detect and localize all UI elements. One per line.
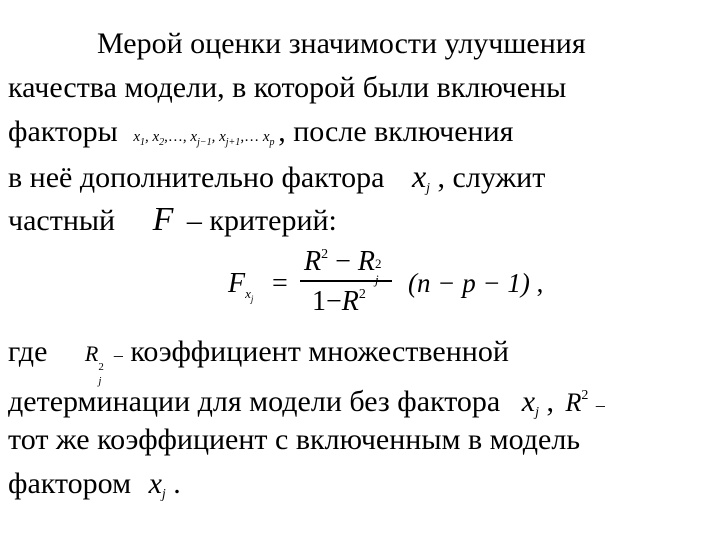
dash: – — [186, 204, 202, 237]
dash: – — [113, 345, 123, 365]
paragraph-line-9 — [8, 466, 181, 513]
paragraph-line-7: детерминации для модели без фактора $x_j$ , $R^2$ – — [8, 385, 605, 420]
text-where: где — [8, 335, 48, 368]
paragraph-line-5 — [8, 202, 337, 239]
var-R2: $R^2$ — [565, 388, 589, 417]
var-xj: $x_j$ — [148, 467, 166, 502]
factor-list: $x_1$, $x_2,\dots$, $x_{j-1}$, $x_{j+1},\dots$ $x_p$ — [133, 129, 275, 148]
period: . — [173, 467, 181, 500]
text-coef-multiple: коэффициент множественной — [130, 335, 509, 368]
paragraph-line-4 — [8, 158, 545, 207]
var-xj: $x_j$ — [521, 385, 539, 420]
paragraph-line-1: Мерой оценки значимости улучшения — [97, 27, 586, 60]
text-factor: фактором — [8, 467, 132, 500]
dash: – — [595, 395, 605, 415]
paragraph-line-2: качества модели, в которой были включены — [8, 71, 567, 104]
text-serves: , служит — [437, 161, 546, 194]
text-additional-factor: в неё дополнительно фактора — [8, 161, 385, 194]
var-F: F — [152, 201, 174, 238]
text-determination: детерминации для модели без фактора — [8, 385, 501, 418]
text-factors-label: факторы — [8, 115, 118, 148]
paragraph-line-8: тот же коэффициент с включенным в модель — [8, 423, 581, 456]
paragraph-line-3 — [8, 114, 513, 161]
formula-multiplier: (n − p − 1) , — [408, 268, 544, 298]
fraction-bar — [300, 280, 392, 282]
paragraph-line-6 — [8, 334, 509, 387]
formula-equals: = — [272, 268, 288, 299]
text-criterion: критерий: — [209, 204, 337, 237]
var-xj: $x_j$ — [411, 158, 431, 196]
text-after-factors: , после включения — [278, 115, 514, 148]
text-partial: частный — [8, 204, 116, 237]
formula-denominator: $1-R^2$ — [312, 286, 366, 317]
formula-lhs: $F_{xj}$ — [228, 268, 254, 304]
var-Rj: R 2 j — [84, 341, 104, 387]
formula-numerator: $R^2 - R$ 2 — [304, 246, 382, 277]
